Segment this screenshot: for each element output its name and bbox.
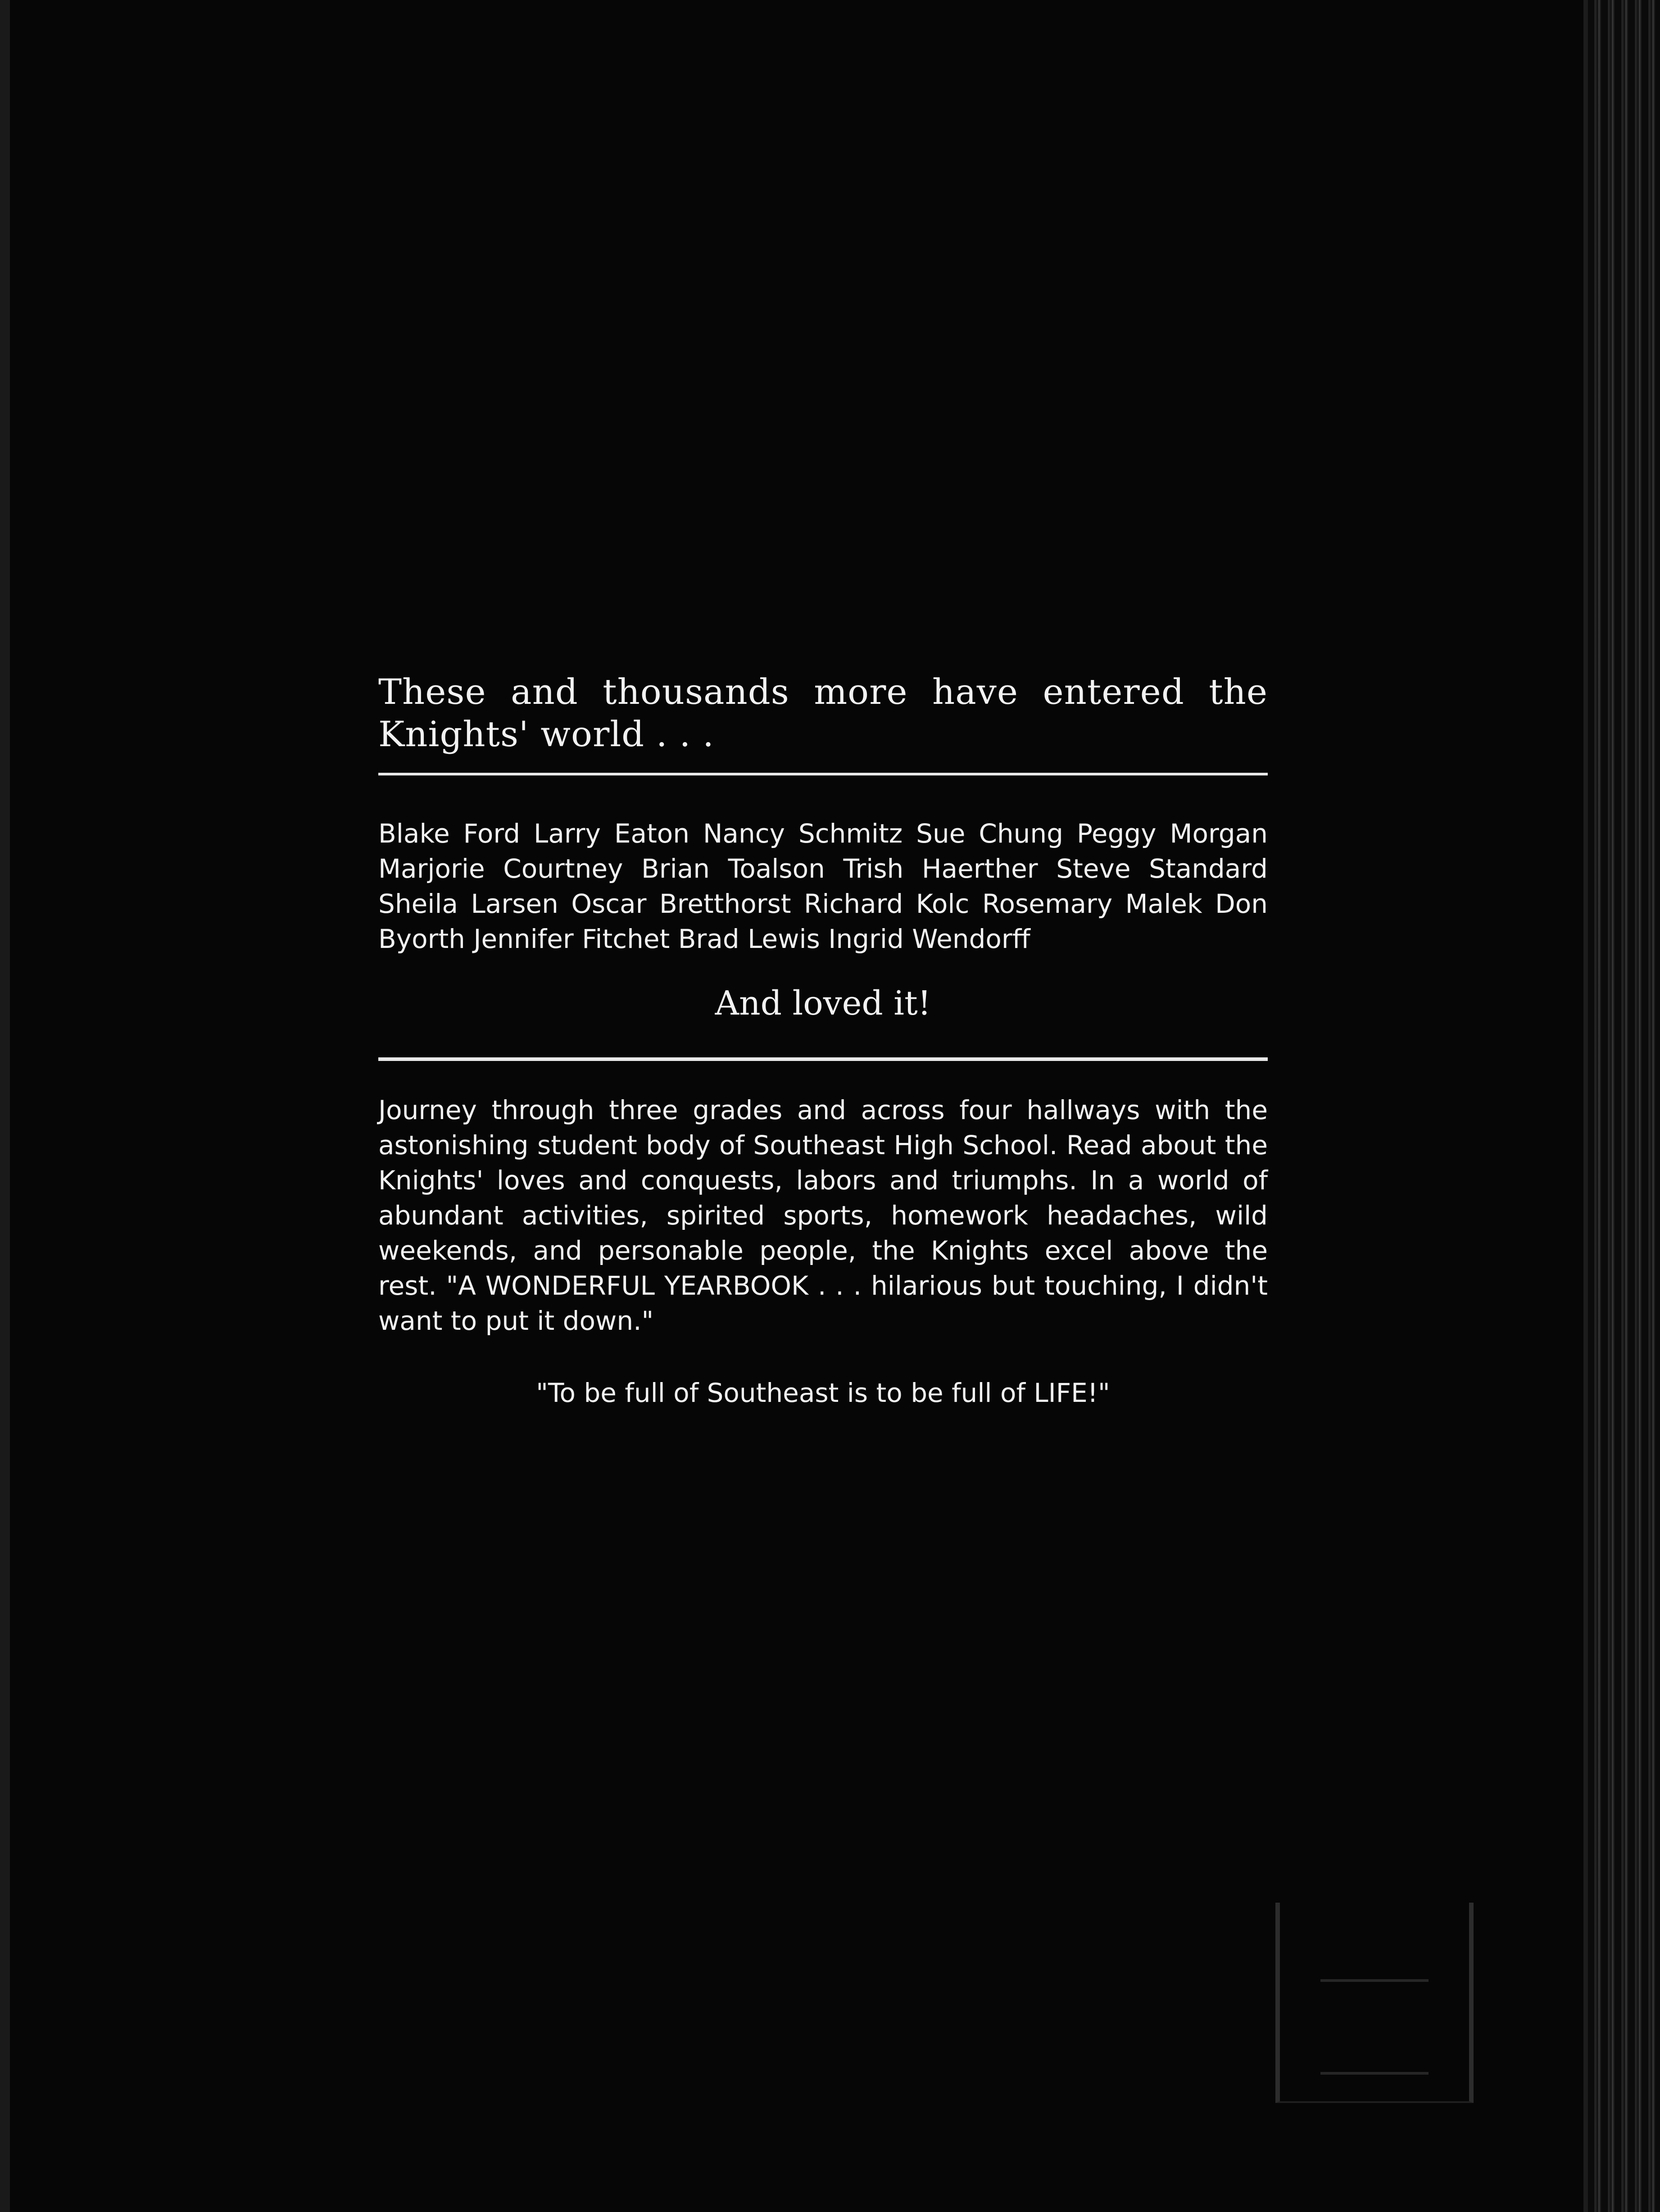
cover-left-edge	[0, 0, 10, 2212]
divider-rule	[378, 773, 1268, 775]
closing-quote: "To be full of Southeast is to be full of LIFE!"	[536, 1378, 1110, 1408]
divider-rule	[378, 1057, 1268, 1061]
embossed-emblem	[1275, 1903, 1474, 2103]
headline: These and thousands more have entered the Knights' world . . .	[378, 672, 1268, 755]
description-paragraph: Journey through three grades and across four hallways with the astonishing student body of Southeast High School. Read about the Knights' loves and conquests, labors and triumphs. In a world of abundant activities, spirited sports, homework headaches, wild weekends, and personable people, the Knights excel above the rest. "A WONDERFUL YEARBOOK . . . hilarious but touching, I didn't want to put it down."	[378, 1095, 1268, 1336]
emblem-plate	[1320, 1979, 1429, 2075]
spine-hinge	[1583, 0, 1588, 2212]
names-list: Blake Ford Larry Eaton Nancy Schmitz Sue Chung Peggy Morgan Marjorie Courtney Brian Toalson Trish Haerther Steve Standard Sheila Larsen Oscar Bretthorst Richard Kolc Rosemary Malek Don Byorth Jennifer Fitchet Brad Lewis Ingrid Wendorff	[378, 818, 1268, 954]
cover-text-block	[378, 671, 1268, 1437]
loved-heading: And loved it!	[715, 984, 931, 1023]
book-spine	[1588, 0, 1660, 2212]
